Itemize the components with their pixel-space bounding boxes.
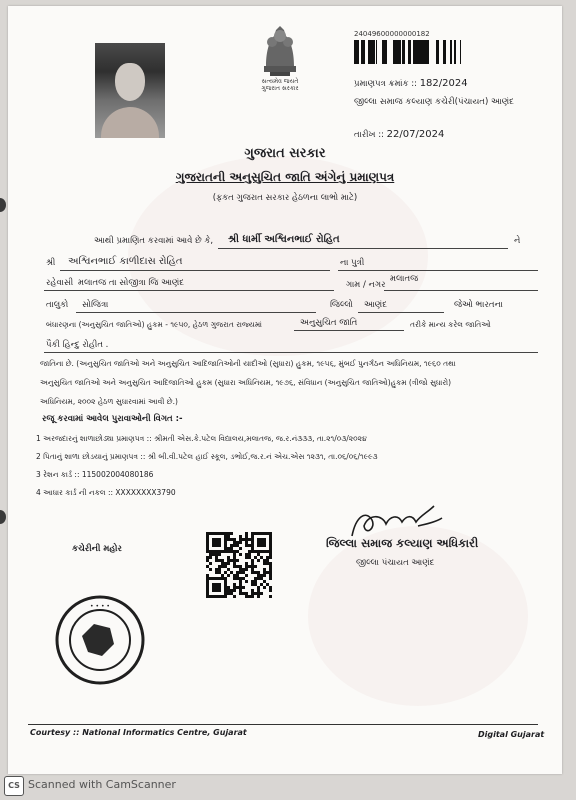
evidence-heading: રજૂ કરવામાં આવેલ પુરાવાઓની વિગત :-: [42, 414, 183, 424]
svg-text:• • • •: • • • •: [90, 603, 110, 610]
paper-stain: [308, 526, 528, 706]
officer-office: જીલ્લા પંચાયત આણંદ: [356, 558, 435, 568]
punch-hole: [0, 198, 6, 212]
body-line-1-prefix: આથી પ્રમાણિત કરવામાં આવે છે કે,: [94, 236, 214, 246]
camscanner-logo-icon: CS: [4, 776, 24, 796]
barcode-number: 24049600000000182: [354, 30, 430, 38]
evidence-item: 2 પિતાનું શાળા છોડયાનું પ્રમાણપત્ર :: શ્રી બી.વી.પટેલ હાઈ સ્કૂલ, ડભોઈ,જ.ર.નં એચ.એસ ૧૨૩૧, તા.૦૬/૦૬/૧૯૯૩: [36, 452, 378, 461]
body-line-2-suffix: ના પુત્રી: [340, 258, 365, 268]
courtesy-text: Courtesy :: National Informatics Centre, Gujarat: [30, 728, 247, 737]
emblem-caption: સત્યમેવ જયતે ગુજરાત સરકાર: [261, 78, 299, 92]
certificate-page: [8, 6, 562, 774]
caste-category: અનુસુચિત જાતિ: [300, 318, 358, 328]
taluka-label: તાલુકો: [46, 300, 69, 310]
body-line-5-suffix: તરીકે માન્ય કરેલ જાતિઓ: [410, 320, 491, 329]
father-name: અશ્વિનભાઈ કાળીદાસ રોહિત: [68, 256, 183, 267]
office-seal-label: કચેરીની મહોર: [72, 544, 122, 554]
certificate-title: ગુજરાતની અનુસુચિત જાતિ અંગેનું પ્રમાણપત્ર: [175, 170, 395, 184]
camscanner-watermark: [4, 774, 176, 796]
residence-label: રહેવાસી: [46, 278, 74, 288]
national-emblem-icon: [256, 20, 304, 82]
official-stamp: [54, 594, 146, 686]
certificate-subtitle: (ફકત ગુજરાત સરકાર હેઠળના લાભો માટે): [212, 193, 358, 203]
officer-title: જિલ્લા સમાજ કલ્યાણ અધિકારી: [326, 536, 479, 550]
applicant-photo: [95, 43, 165, 138]
digital-gujarat-text: Digital Gujarat: [478, 730, 545, 739]
taluka-value: સોજિત્રા: [82, 300, 109, 310]
issuing-office: જીલ્લા સમાજ કલ્યાણ કચેરી(પંચાયત) આણંદ: [354, 97, 514, 107]
issue-date: તારીખ :: 22/07/2024: [354, 129, 445, 140]
camscanner-label: Scanned with CamScanner: [28, 778, 176, 791]
body-line-4-suffix: જેઓ ભારતના: [454, 300, 503, 310]
applicant-name: શ્રી ધાર્મી અશ્વિનભાઈ રોહિત: [228, 234, 340, 245]
government-title: ગુજરાત સરકાર: [244, 146, 326, 161]
body-line-7: જાતિના છે. (અનુસુચિત જાતિઓ અને અનુસુચિત આદિજાતિઓની યાદીઓ (સુધારા) હુકમ, ૧૯૫૬, મુંબઈ પુનર્ગઠન અધિનિયમ, ૧૯૬૦ તથા: [40, 359, 456, 368]
village-value: મલાતજ: [390, 274, 419, 284]
qr-code: [206, 532, 272, 598]
evidence-item: 4 આધાર કાર્ડ ની નકલ :: XXXXXXXX3790: [36, 488, 176, 497]
body-line-8: અનુસુચિત જાતિઓ અને અનુસુચિત આદિજાતિઓ હુકમ (સુધારા અધિનિયમ, ૧૯૭૬, સંવિધાન (અનુસુચિત જાતિઓ)હુકમ (ત્રીજો સુધારો): [40, 378, 452, 387]
body-line-5-prefix: બંધારણના (અનુસુચિત જાતિઓ) હુકમ - ૧૯૫૦, હેઠળ ગુજરાત રાજ્યમાં: [46, 320, 262, 329]
district-label: જિલ્લો: [330, 300, 353, 310]
punch-hole: [0, 510, 6, 524]
residence-address: મલાતજ તા સોજીત્રા જિ આણંદ: [78, 278, 185, 288]
district-value: આણંદ: [364, 300, 387, 310]
body-line-9: અધિનિયમ, ૨૦૦૨ હેઠળ સુધારવામાં આવી છે.): [40, 397, 178, 406]
certificate-number: પ્રમાણપત્ર ક્રમાંક :: 182/2024: [354, 78, 468, 89]
body-line-1-suffix: ને: [514, 236, 521, 246]
evidence-item: 3 રેશન કાર્ડ :: 115002004080186: [36, 470, 154, 479]
barcode: [354, 40, 466, 64]
body-line-2-prefix: શ્રી: [46, 258, 56, 268]
caste-name: પૈકી હિન્દુ રોહીત .: [46, 340, 109, 350]
village-label: ગામ / નગર: [346, 280, 386, 290]
evidence-item: 1 અરજદારનું શાળાછોડ્યા પ્રમાણપત્ર :: શ્રીમતી એસ.કે.પટેલ વિદ્યાલય,મલાતજ, જ.ર.નં૩૩૩, તા.૨૧/૦૩/૨૦૨૪: [36, 434, 367, 443]
